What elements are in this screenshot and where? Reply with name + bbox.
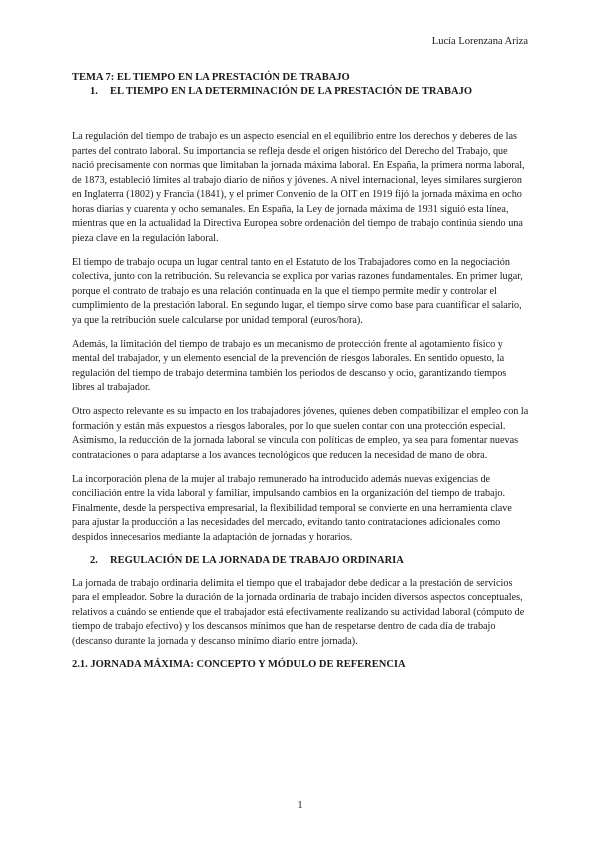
section-1-number: 1.	[90, 86, 98, 97]
page-number: 1	[297, 800, 303, 811]
paragraph: Otro aspecto relevante es su impacto en los trabajadores jóvenes, quienes deben compatibilizar el empleo con la formación y están más expuestos a riesgos laborales, por lo que suelen contar con una protección especial. Asimismo, la reducción de la jornada laboral se vincula con políticas de empleo, ya sea para fomentar nuevas contrataciones o para adaptarse a los avances tecnológicos que reducen la necesidad de mano de obra.	[72, 406, 529, 461]
section-1-heading	[90, 86, 472, 97]
section-2-heading-text: REGULACIÓN DE LA JORNADA DE TRABAJO ORDINARIA	[110, 554, 404, 566]
document-title: TEMA 7: EL TIEMPO EN LA PRESTACIÓN DE TRABAJO	[72, 72, 350, 83]
section-1-heading-text: EL TIEMPO EN LA DETERMINACIÓN DE LA PRESTACIÓN DE TRABAJO	[110, 86, 473, 97]
paragraph: El tiempo de trabajo ocupa un lugar central tanto en el Estatuto de los Trabajadores como en la negociación colectiva, junto con la retribución. Su relevancia se explica por varias razones fundamentales. En primer lugar, porque el contrato de trabajo es una relación continuada en la que el tiempo permite medir y controlar el cumplimiento de la prestación laboral. En segundo lugar, el tiempo sirve como base para cuantificar el salario, ya que la retribución suele calcularse por unidad temporal (euros/hora).	[72, 256, 523, 326]
header-author: Lucía Lorenzana Ariza	[431, 36, 528, 47]
paragraph: La regulación del tiempo de trabajo es un aspecto esencial en el equilibrio entre los derechos y deberes de las partes del contrato laboral. Su importancia se refleja desde el origen histórico del Derecho del Trabajo, que nació precisamente con normas que limitaban la jornada máxima laboral. En España, la primera norma laboral, de 1873, estableció límites al trabajo diario de niños y jóvenes. A nivel internacional, leyes similares surgieron en Inglaterra (1802) y Francia (1841), y el primer Convenio de la OIT en 1919 fijó la jornada máxima en ocho horas diarias y cuarenta y ocho semanales. En España, la Ley de jornada máxima de 1931 siguió esta línea, mientras que en la actualidad la Directiva Europea sobre ordenación del tiempo de trabajo continúa siendo una pieza clave en la regulación laboral.	[72, 131, 525, 244]
section-2-1-heading: 2.1. JORNADA MÁXIMA: CONCEPTO Y MÓDULO DE REFERENCIA	[72, 658, 406, 670]
section-2-heading	[90, 555, 529, 566]
paragraph: Además, la limitación del tiempo de trabajo es un mecanismo de protección frente al agotamiento físico y mental del trabajador, y un elemento esencial de la prevención de riesgos laborales. En sentido opuesto, la regulación del tiempo de trabajo determina también los periodos de descanso y ocio, garantizando tiempos libres al trabajador.	[72, 338, 507, 393]
document-body	[72, 130, 529, 670]
paragraph: La jornada de trabajo ordinaria delimita el tiempo que el trabajador debe dedicar a la prestación de servicios para el empleador. Sobre la duración de la jornada ordinaria de trabajo inciden diversos aspectos conceptuales, relativos a cuándo se entiende que el trabajador está efectivamente realizando su actividad laboral (cómputo de tiempo de trabajo efectivo) y los descansos mínimos que han de respetarse dentro de cada día de trabajo (descanso durante la jornada y descanso mínimo diario entre jornada).	[72, 577, 525, 647]
section-2-number: 2.	[90, 554, 98, 566]
paragraph: La incorporación plena de la mujer al trabajo remunerado ha introducido además nuevas exigencias de conciliación entre la vida laboral y familiar, impulsando cambios en la organización del tiempo de trabajo. Finalmente, desde la perspectiva empresarial, la flexibilidad temporal se convierte en una herramienta clave para ajustar la producción a las necesidades del mercado, evitando tanto contrataciones adicionales como despidos innecesarios mediante la adaptación de jornadas y horarios.	[72, 473, 512, 543]
